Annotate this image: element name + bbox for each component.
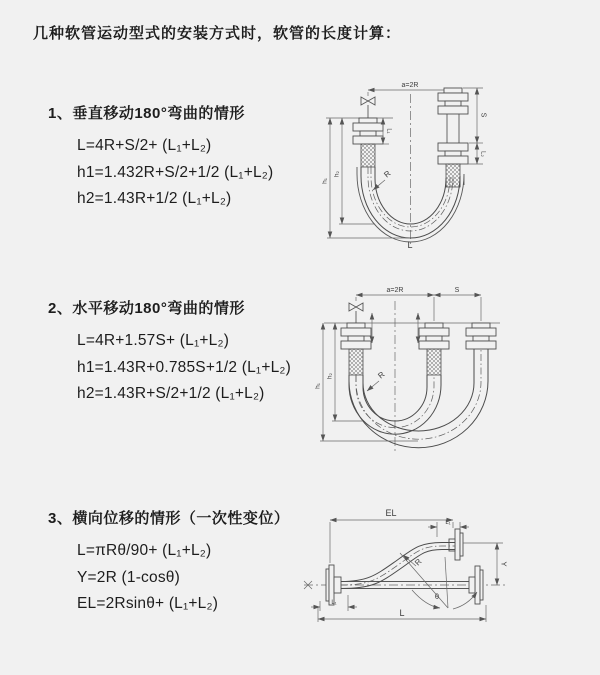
section-3-formulas [77, 538, 313, 618]
dim-label-h1: h₁ [321, 178, 329, 184]
valve-icon [349, 303, 363, 323]
dim-label-l1-left: L₁ [331, 600, 337, 606]
radius-label: R [413, 557, 424, 568]
dim-el [330, 508, 453, 563]
section-3-heading: 3、横向位移的情形（一次性变位） [48, 510, 290, 527]
dim-label-s: S [479, 112, 487, 118]
angle-theta [400, 553, 477, 609]
left-flange [326, 565, 341, 605]
section-lateral-displacement [48, 509, 313, 618]
formula-line: h2=1.43R+S/2+1/2 (L₁+L₂) [77, 385, 265, 402]
dim-label-h2: h₂ [333, 170, 341, 178]
section-horizontal-movement [48, 299, 313, 408]
dim-label-l: L [399, 608, 405, 618]
middle-flange [419, 323, 449, 375]
radius-callout [367, 370, 387, 391]
formula-line: Y=2R (1-cosθ) [77, 568, 180, 586]
radius-label: R [382, 168, 393, 180]
section-1-heading: 1、垂直移动180°弯曲的情形 [48, 105, 245, 122]
formula-line: L=4R+1.57S+ (L₁+L₂) [77, 332, 230, 349]
dim-l [318, 605, 486, 622]
radius-label: R [376, 369, 387, 381]
dim-label-h2: h₂ [326, 372, 334, 380]
hose-u-bend-position2 [349, 349, 488, 448]
section-1-formulas [77, 133, 313, 213]
dim-label-h1: h₁ [314, 383, 322, 389]
right-flange [466, 323, 496, 349]
radius-callout [403, 555, 424, 567]
valve-icon [361, 97, 375, 118]
dim-label-l1: L₁ [385, 128, 392, 134]
section-vertical-movement [48, 104, 313, 213]
formula-line: EL=2Rsinθ+ (L₁+L₂) [77, 595, 219, 612]
dim-s [434, 287, 481, 321]
upper-right-flange [449, 529, 463, 560]
formula-line: L=πRθ/90+ (L₁+L₂) [77, 542, 212, 559]
dim-label-s: S [454, 287, 460, 294]
diagram-vertical-180-bend [313, 76, 568, 254]
diagram-horizontal-180-bend [314, 281, 514, 463]
dim-label-y: Y [499, 561, 509, 567]
section-2-formulas [77, 328, 313, 408]
left-flange [341, 323, 371, 375]
angle-label: θ [434, 592, 440, 601]
left-flange [353, 118, 383, 167]
braid-section [427, 349, 441, 375]
formula-line: h2=1.43R+1/2 (L₁+L₂) [77, 190, 232, 207]
formula-line: L=4R+S/2+ (L₁+L₂) [77, 137, 212, 154]
dim-label-l2: L₂ [479, 151, 486, 157]
right-flange-upper [438, 88, 468, 143]
lower-right-flange [469, 566, 483, 604]
page-title: 几种软管运动型式的安装方式时，软管的长度计算： [33, 25, 402, 42]
section-2-heading: 2、水平移动180°弯曲的情形 [48, 300, 245, 317]
formula-line: h1=1.43R+0.785S+1/2 (L₁+L₂) [77, 358, 291, 376]
dim-label-el: EL [385, 508, 397, 518]
dim-label-a2r: a=2R [386, 287, 404, 294]
braid-section [349, 349, 363, 375]
braid-section [361, 144, 375, 167]
diagram-lateral-displacement [298, 501, 570, 639]
length-label: L [407, 240, 413, 250]
dim-label-a2r: a=2R [401, 82, 419, 89]
formula-line: h1=1.432R+S/2+1/2 (L₁+L₂) [77, 163, 274, 181]
dim-label-l1: L₁ [445, 520, 451, 526]
